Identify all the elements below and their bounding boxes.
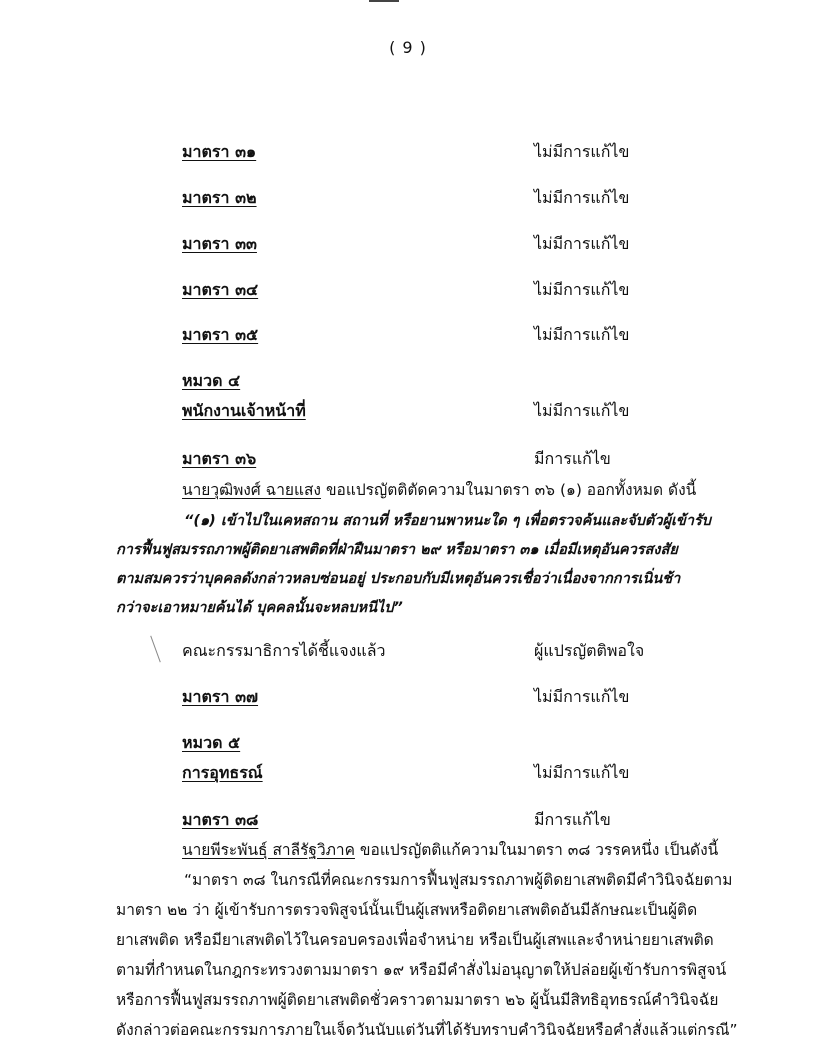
section-36-committee: คณะกรรมาธิการได้ชี้แจงแล้ว (182, 641, 386, 660)
section-36-amendment (182, 479, 696, 501)
section-31-status: ไม่มีการแก้ไข (534, 142, 630, 161)
section-38-body-line: ดังกล่าวต่อคณะกรรมการภายในเจ็ดวันนับแต่วันที่ได้รับทราบคำวินิจฉัยหรือคำสั่งแล้วแต่กรณี” (116, 1021, 738, 1039)
section-37-status: ไม่มีการแก้ไข (534, 687, 630, 706)
section-33-status: ไม่มีการแก้ไข (534, 234, 630, 253)
scan-mark (150, 636, 161, 663)
section-37-label: มาตรา ๓๗ (182, 687, 259, 706)
section-35-label: มาตรา ๓๕ (182, 325, 259, 344)
section-38-request: ขอแปรญัตติแก้ความในมาตรา ๓๘ วรรคหนึ่ง เป็นดังนี้ (359, 841, 719, 859)
section-38-member: นายพีระพันธุ์ สาลีรัฐวิภาค (182, 841, 355, 859)
section-33-label: มาตรา ๓๓ (182, 234, 257, 253)
section-36-request: ขอแปรญัตติตัดความในมาตรา ๓๖ (๑) ออกทั้งหมด ดังนี้ (325, 481, 697, 499)
section-36-member: นายวุฒิพงศ์ ฉายแสง (182, 481, 322, 499)
section-36-quote-line: ตามสมควรว่าบุคคลดังกล่าวหลบซ่อนอยู่ ประกอบกับมีเหตุอันควรเชื่อว่าเนื่องจากการเนิ่นช้า (116, 571, 681, 587)
section-36-label: มาตรา ๓๖ (182, 449, 257, 468)
section-38-body-line: ยาเสพติด หรือมียาเสพติดไว้ในครอบครองเพื่อจำหน่าย หรือเป็นผู้เสพและจำหน่ายยาเสพติด (116, 931, 714, 949)
chapter-4-title: พนักงานเจ้าหน้าที่ (182, 401, 306, 420)
section-38-label: มาตรา ๓๘ (182, 810, 259, 829)
chapter-5-title: การอุทธรณ์ (182, 763, 263, 782)
section-38-amendment (182, 839, 718, 861)
page-number: ( 9 ) (389, 38, 427, 57)
section-38-body-line: หรือการฟื้นฟูสมรรถภาพผู้ติดยาเสพติดชั่วคราวตามมาตรา ๒๖ ผู้นั้นมีสิทธิอุทธรณ์คำวินิจฉัย (116, 991, 719, 1009)
chapter-5-heading: หมวด ๕ (182, 733, 241, 752)
chapter-4-status: ไม่มีการแก้ไข (534, 401, 630, 420)
section-36-quote-line: “(๑) เข้าไปในเคหสถาน สถานที่ หรือยานพาหนะใด ๆ เพื่อตรวจค้นและจับตัวผู้เข้ารับ (184, 513, 711, 529)
section-34-status: ไม่มีการแก้ไข (534, 280, 630, 299)
section-36-quote-line: การฟื้นฟูสมรรถภาพผู้ติดยาเสพติดที่ฝ่าฝืนมาตรา ๒๙ หรือมาตรา ๓๑ เมื่อมีเหตุอันควรสงสัย (116, 542, 678, 558)
section-38-body-line: ตามที่กำหนดในกฎกระทรวงตามมาตรา ๑๙ หรือมีคำสั่งไม่อนุญาตให้ปล่อยผู้เข้ารับการพิสูจน์ (116, 961, 727, 979)
section-38-status: มีการแก้ไข (534, 810, 611, 829)
section-31-label: มาตรา ๓๑ (182, 142, 257, 161)
section-38-body-line: มาตรา ๒๒ ว่า ผู้เข้ารับการตรวจพิสูจน์นั้นเป็นผู้เสพหรือติดยาเสพติดอันมีลักษณะเป็นผู้ติด (116, 901, 698, 919)
top-rule (369, 0, 399, 2)
section-36-quote-line: กว่าจะเอาหมายค้นได้ บุคคลนั้นจะหลบหนีไป” (116, 600, 403, 616)
section-38-body-line: “มาตรา ๓๘ ในกรณีที่คณะกรรมการฟื้นฟูสมรรถภาพผู้ติดยาเสพติดมีคำวินิจฉัยตาม (184, 871, 733, 889)
section-36-result: ผู้แปรญัตติพอใจ (534, 641, 645, 660)
section-34-label: มาตรา ๓๔ (182, 280, 259, 299)
section-32-label: มาตรา ๓๒ (182, 188, 257, 207)
section-32-status: ไม่มีการแก้ไข (534, 188, 630, 207)
chapter-5-status: ไม่มีการแก้ไข (534, 763, 630, 782)
section-35-status: ไม่มีการแก้ไข (534, 325, 630, 344)
chapter-4-heading: หมวด ๔ (182, 371, 241, 390)
section-36-status: มีการแก้ไข (534, 449, 611, 468)
